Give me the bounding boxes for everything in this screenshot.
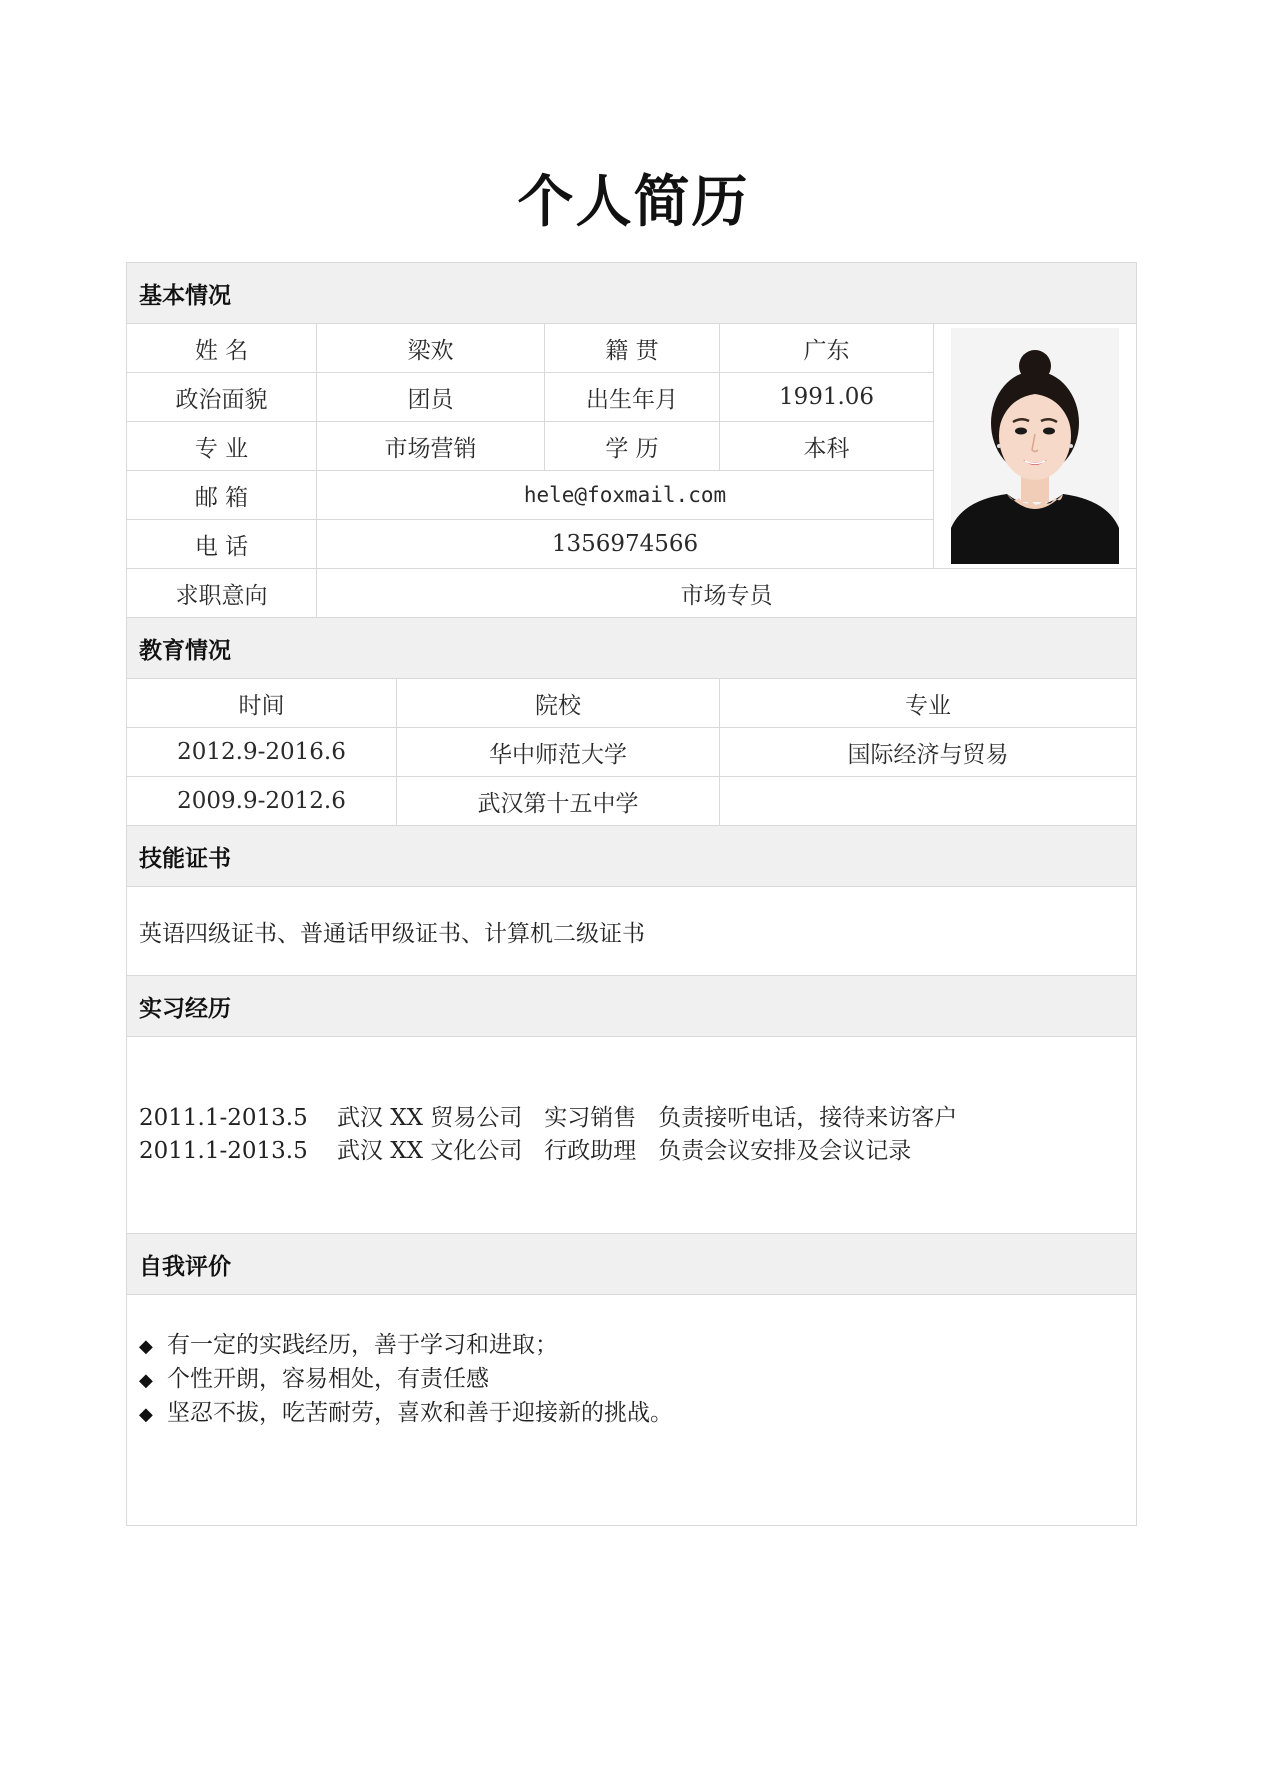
edu-header-time: 时间 bbox=[127, 679, 397, 728]
diamond-bullet-icon: ◆ bbox=[139, 1404, 153, 1425]
edu-header-school: 院校 bbox=[397, 679, 720, 728]
profile-photo bbox=[951, 328, 1119, 564]
resume-table bbox=[126, 262, 1137, 1526]
diamond-bullet-icon: ◆ bbox=[139, 1336, 153, 1357]
edu-time: 2012.9-2016.6 bbox=[127, 728, 397, 777]
degree-label: 学 历 bbox=[545, 422, 720, 471]
birth-label: 出生年月 bbox=[545, 373, 720, 422]
native-value: 广东 bbox=[720, 324, 934, 373]
name-label: 姓 名 bbox=[127, 324, 317, 373]
diamond-bullet-icon: ◆ bbox=[139, 1370, 153, 1391]
edu-major: 国际经济与贸易 bbox=[720, 728, 1137, 777]
phone-label: 电 话 bbox=[127, 520, 317, 569]
list-item bbox=[139, 1397, 1136, 1431]
photo-cell bbox=[934, 324, 1137, 569]
political-label: 政治面貌 bbox=[127, 373, 317, 422]
name-value: 梁欢 bbox=[317, 324, 545, 373]
edu-school: 武汉第十五中学 bbox=[397, 777, 720, 826]
skills-text: 英语四级证书、普通话甲级证书、计算机二级证书 bbox=[127, 887, 1137, 976]
section-internship-title: 实习经历 bbox=[127, 976, 1137, 1037]
phone-value: 1356974566 bbox=[317, 520, 934, 569]
section-self-eval-title: 自我评价 bbox=[127, 1234, 1137, 1295]
table-row bbox=[127, 728, 1137, 777]
intent-label: 求职意向 bbox=[127, 569, 317, 618]
intent-value: 市场专员 bbox=[317, 569, 1137, 618]
internship-line: 2011.1-2013.5 武汉 XX 贸易公司 实习销售 负责接听电话，接待来访客户 bbox=[139, 1105, 958, 1131]
major-value: 市场营销 bbox=[317, 422, 545, 471]
birth-value: 1991.06 bbox=[720, 373, 934, 422]
table-row bbox=[127, 777, 1137, 826]
political-value: 团员 bbox=[317, 373, 545, 422]
email-label: 邮 箱 bbox=[127, 471, 317, 520]
email-value: hele@foxmail.com bbox=[317, 471, 934, 520]
internship-block bbox=[127, 1037, 1137, 1234]
major-label: 专 业 bbox=[127, 422, 317, 471]
edu-time: 2009.9-2012.6 bbox=[127, 777, 397, 826]
self-eval-text: 有一定的实践经历，善于学习和进取； bbox=[167, 1332, 558, 1358]
section-basic-title: 基本情况 bbox=[127, 263, 1137, 324]
self-eval-text: 个性开朗，容易相处，有责任感 bbox=[167, 1366, 489, 1392]
internship-line: 2011.1-2013.5 武汉 XX 文化公司 行政助理 负责会议安排及会议记录 bbox=[139, 1138, 912, 1164]
section-skills-title: 技能证书 bbox=[127, 826, 1137, 887]
self-eval-block bbox=[127, 1295, 1137, 1526]
edu-school: 华中师范大学 bbox=[397, 728, 720, 777]
self-eval-text: 坚忍不拔，吃苦耐劳，喜欢和善于迎接新的挑战。 bbox=[167, 1400, 673, 1426]
list-item bbox=[139, 1329, 1136, 1363]
edu-major bbox=[720, 777, 1137, 826]
degree-value: 本科 bbox=[720, 422, 934, 471]
edu-header-major: 专业 bbox=[720, 679, 1137, 728]
native-label: 籍 贯 bbox=[545, 324, 720, 373]
page-title: 个人简历 bbox=[517, 170, 750, 235]
list-item bbox=[139, 1363, 1136, 1397]
section-education-title: 教育情况 bbox=[127, 618, 1137, 679]
